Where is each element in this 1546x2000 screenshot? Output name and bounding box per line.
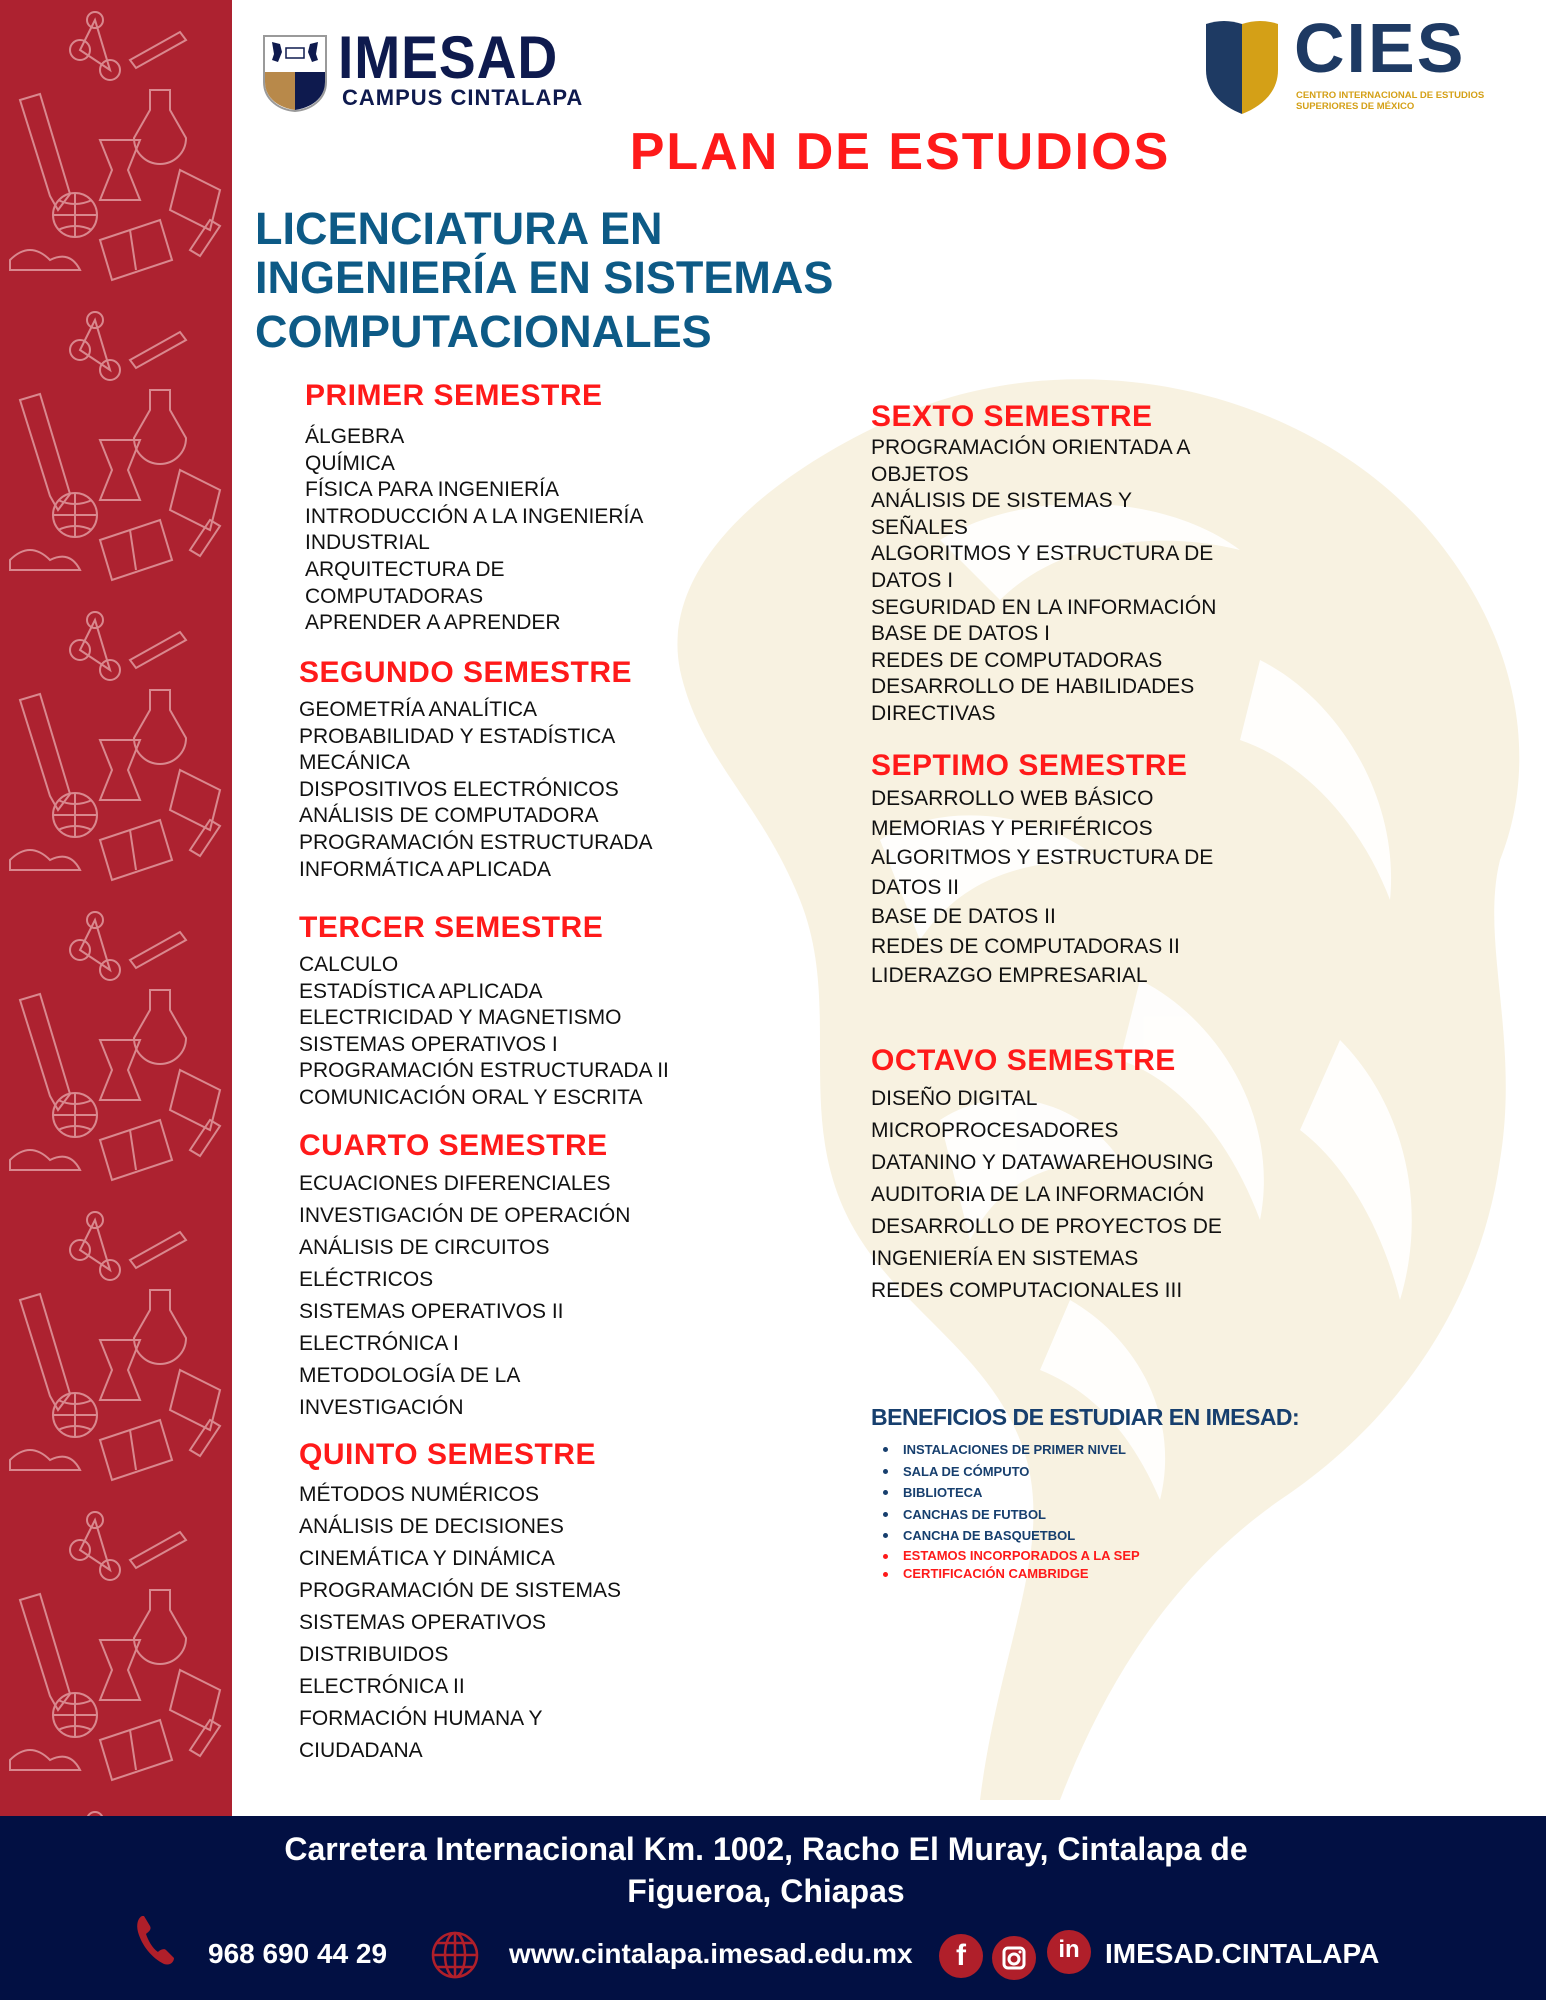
benefits-title: BENEFICIOS DE ESTUDIAR EN IMESAD: [871,1404,1300,1430]
course-item: ANÁLISIS DE CIRCUITOS [299,1236,550,1259]
course-item: ECUACIONES DIFERENCIALES [299,1172,611,1195]
phone-number[interactable]: 968 690 44 29 [208,1938,388,1969]
benefit-item: BIBLIOTECA [871,1482,1299,1504]
course-item: ANÁLISIS DE DECISIONES [299,1515,564,1538]
imesad-shield-icon [262,34,328,112]
course-item: MÉTODOS NUMÉRICOS [299,1483,539,1506]
website-link[interactable]: www.cintalapa.imesad.edu.mx [509,1938,913,1969]
course-item: GEOMETRÍA ANALÍTICA [299,698,538,721]
benefits-list [871,1439,1299,1583]
course-list [871,435,1216,728]
semester-quinto [299,1437,621,1767]
semester-title: SEXTO SEMESTRE [871,400,1153,433]
course-list [871,1083,1222,1307]
course-item: INFORMÁTICA APLICADA [299,857,552,881]
cies-logo-name: CIES [1294,9,1466,87]
course-item: FÍSICA PARA INGENIERÍA [305,478,560,502]
course-item: MEMORIAS Y PERIFÉRICOS [871,816,1153,840]
degree-title [255,204,833,356]
course-item: PROGRAMACIÓN ESTRUCTURADA [299,830,653,854]
course-list [299,952,669,1112]
course-item: DISPOSITIVOS ELECTRÓNICOS [299,777,619,801]
degree-line-2: INGENIERÍA EN SISTEMAS [255,252,834,303]
course-item: PROBABILIDAD Y ESTADÍSTICA [299,724,616,748]
course-item: PROGRAMACIÓN ORIENTADA A [871,436,1191,459]
course-item: SEGURIDAD EN LA INFORMACIÓN [871,595,1217,619]
semester-segundo [299,655,653,883]
decorative-sidebar [0,0,232,1816]
semester-tercer [299,910,669,1112]
course-item: QUÍMICA [305,451,395,475]
facebook-glyph: f [956,1939,966,1972]
course-item: FORMACIÓN HUMANA Y [299,1707,543,1730]
imesad-logo [262,24,592,116]
course-item: SISTEMAS OPERATIVOS II [299,1300,564,1323]
cies-logo-subtitle [1296,90,1484,112]
benefit-item: SALA DE CÓMPUTO [871,1461,1299,1483]
course-item: DIRECTIVAS [871,701,996,725]
course-item: PROGRAMACIÓN DE SISTEMAS [299,1579,622,1602]
address-line-2: Figueroa, Chiapas [627,1873,905,1909]
cies-logo [1204,9,1504,118]
semester-cuarto [299,1128,630,1424]
imesad-logo-name: IMESAD [338,24,559,91]
semester-title: OCTAVO SEMESTRE [871,1044,1176,1077]
course-item: ELECTRÓNICA I [299,1332,459,1355]
course-item: DATOS II [871,875,959,899]
course-item: ANÁLISIS DE COMPUTADORA [299,804,599,828]
social-handle[interactable]: IMESAD.CINTALAPA [1105,1938,1380,1969]
semester-title: SEGUNDO SEMESTRE [299,656,633,689]
course-item: BASE DE DATOS II [871,905,1056,928]
footer [0,1816,1546,2000]
semester-title: SEPTIMO SEMESTRE [871,749,1188,782]
course-item: REDES COMPUTACIONALES III [871,1279,1183,1302]
course-item: DATOS I [871,568,954,592]
course-item: SEÑALES [871,515,968,539]
degree-line-1: LICENCIATURA EN [255,203,663,254]
imesad-logo-campus: CAMPUS CINTALAPA [342,85,584,110]
course-item: INGENIERÍA EN SISTEMAS [871,1247,1139,1270]
semester-title: CUARTO SEMESTRE [299,1129,608,1162]
course-item: ALGORITMOS Y ESTRUCTURA DE [871,846,1214,869]
cies-subtitle-line1: CENTRO INTERNACIONAL DE ESTUDIOS [1296,90,1485,101]
course-item: DISTRIBUIDOS [299,1643,449,1666]
linkedin-glyph: in [1058,1936,1080,1963]
benefits-section [871,1401,1299,1583]
course-item: ESTADÍSTICA APLICADA [299,979,543,1003]
semester-title: QUINTO SEMESTRE [299,1438,596,1471]
course-item: MICROPROCESADORES [871,1119,1119,1142]
course-list [305,424,643,637]
course-item: DATANINO Y DATAWAREHOUSING [871,1151,1214,1174]
facebook-icon[interactable] [939,1934,983,1978]
course-item: DISEÑO DIGITAL [871,1087,1038,1110]
course-item: LIDERAZGO EMPRESARIAL [871,964,1148,987]
course-item: MECÁNICA [299,751,410,775]
phone-icon [136,1914,176,1966]
semester-primer [305,378,643,637]
course-item: COMUNICACIÓN ORAL Y ESCRITA [299,1085,643,1109]
linkedin-icon[interactable] [1047,1930,1091,1974]
cies-shield-icon [1204,18,1280,116]
course-item: INTRODUCCIÓN A LA INGENIERÍA [305,504,644,528]
benefit-highlight-item: ESTAMOS INCORPORADOS A LA SEP [871,1547,1299,1565]
course-list [871,784,1213,991]
course-item: CIUDADANA [299,1739,423,1762]
course-item: AUDITORIA DE LA INFORMACIÓN [871,1183,1205,1206]
course-item: ELECTRICIDAD Y MAGNETISMO [299,1006,622,1030]
instagram-icon[interactable] [992,1936,1036,1980]
course-item: PROGRAMACIÓN ESTRUCTURADA II [299,1059,669,1083]
benefit-item: CANCHAS DE FUTBOL [871,1504,1299,1526]
course-item: ELÉCTRICOS [299,1268,434,1291]
course-item: SISTEMAS OPERATIVOS [299,1611,546,1634]
semester-title: TERCER SEMESTRE [299,911,604,944]
course-item: INDUSTRIAL [305,531,430,555]
semester-sexto [871,399,1216,728]
benefit-item: CANCHA DE BASQUETBOL [871,1525,1299,1547]
semester-title: PRIMER SEMESTRE [305,379,603,412]
course-item: ELECTRÓNICA II [299,1675,465,1698]
plan-title: PLAN DE ESTUDIOS [629,123,1171,181]
course-item: ALGORITMOS Y ESTRUCTURA DE [871,542,1214,566]
course-item: SISTEMAS OPERATIVOS I [299,1032,558,1056]
course-item: CINEMÁTICA Y DINÁMICA [299,1547,555,1570]
course-item: METODOLOGÍA DE LA [299,1364,521,1387]
school-pattern-icon [0,0,232,1816]
cies-subtitle-line2: SUPERIORES DE MÉXICO [1296,101,1415,112]
course-list [299,1479,621,1767]
course-item: APRENDER A APRENDER [305,611,561,635]
address [0,1828,1546,1912]
benefit-highlight-item: CERTIFICACIÓN CAMBRIDGE [871,1565,1299,1583]
course-item: REDES DE COMPUTADORAS II [871,934,1180,958]
course-item: ARQUITECTURA DE [305,557,505,581]
course-item: REDES DE COMPUTADORAS [871,648,1163,672]
course-item: INVESTIGACIÓN [299,1396,464,1419]
course-item: DESARROLLO DE PROYECTOS DE [871,1215,1222,1238]
course-list [299,697,653,883]
course-item: ÁLGEBRA [305,425,405,448]
course-item: OBJETOS [871,462,969,486]
globe-icon [430,1930,480,1980]
course-item: INVESTIGACIÓN DE OPERACIÓN [299,1204,631,1227]
course-item: BASE DE DATOS I [871,622,1050,646]
course-item: COMPUTADORAS [305,584,484,608]
address-line-1: Carretera Internacional Km. 1002, Racho El Muray, Cintalapa de [284,1831,1248,1867]
course-item: CALCULO [299,953,399,976]
semester-octavo [871,1043,1222,1307]
instagram-glyph-icon [992,1936,1036,1980]
course-item: DESARROLLO DE HABILIDADES [871,675,1195,699]
course-item: DESARROLLO WEB BÁSICO [871,787,1154,810]
degree-line-3: COMPUTACIONALES [255,306,712,357]
semester-septimo [871,748,1213,991]
course-item: ANÁLISIS DE SISTEMAS Y [871,489,1133,513]
course-list [299,1168,630,1424]
benefit-item: INSTALACIONES DE PRIMER NIVEL [871,1439,1299,1461]
